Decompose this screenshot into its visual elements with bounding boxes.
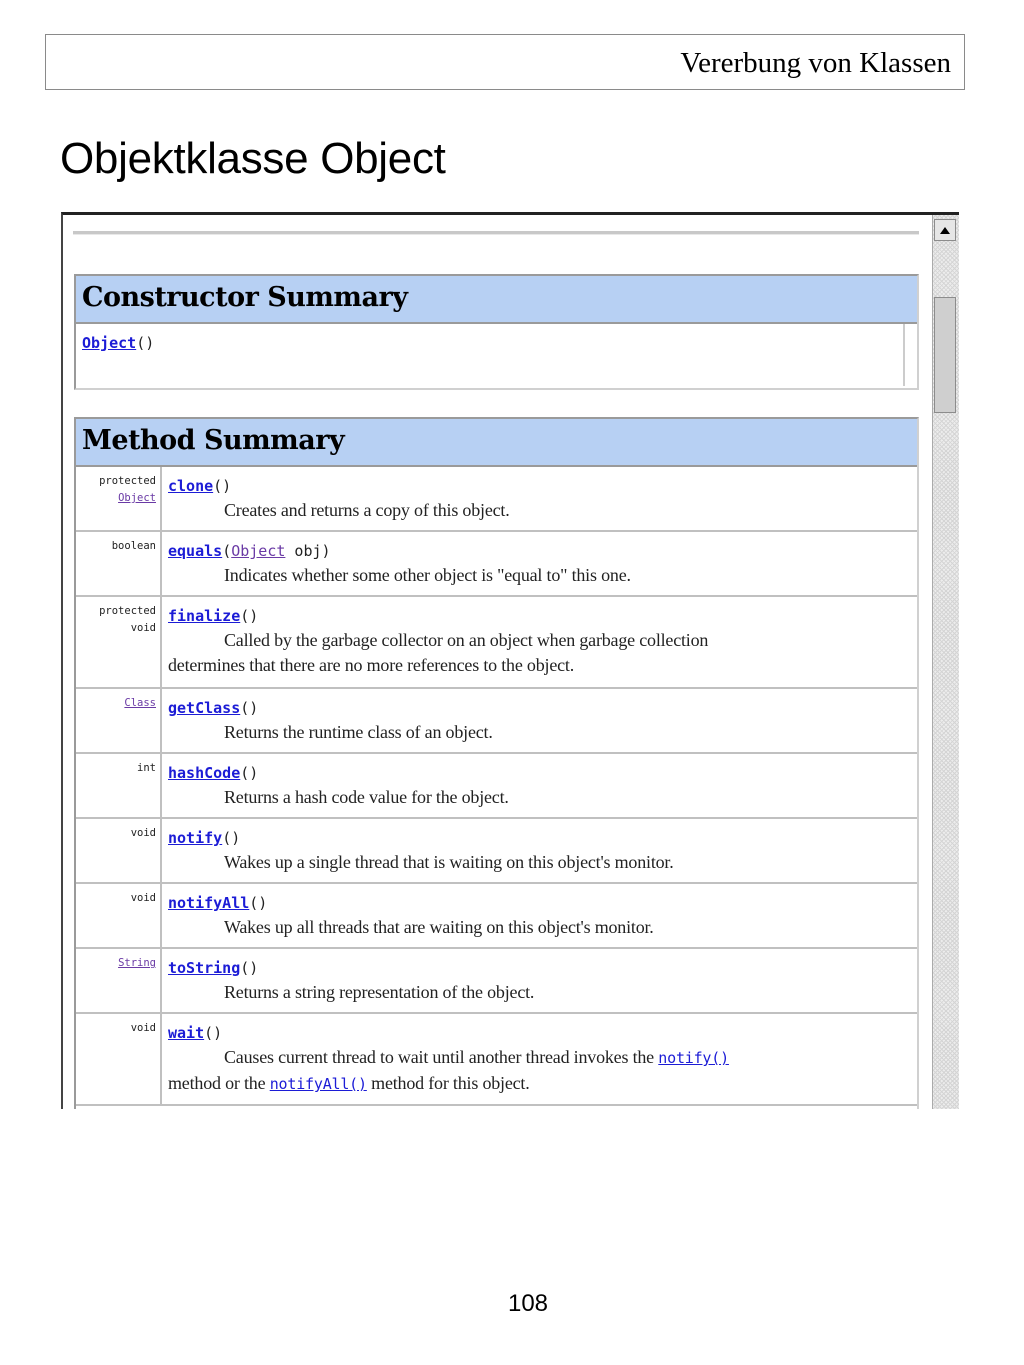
method-description: Returns a hash code value for the object.: [224, 787, 509, 807]
method-params: (): [240, 699, 259, 717]
method-link-tostring[interactable]: toString: [168, 959, 241, 977]
signature-cell: [162, 1014, 917, 1104]
modifier-cell: [76, 689, 162, 752]
signature-cell: [162, 949, 917, 1012]
method-description: Returns the runtime class of an object.: [224, 722, 493, 742]
method-params: (): [240, 959, 259, 977]
method-summary-heading: Method Summary: [76, 419, 917, 467]
notify-inline-link[interactable]: notify(): [658, 1049, 729, 1067]
signature-cell: [162, 467, 917, 530]
constructor-row: [76, 324, 905, 386]
method-link-equals[interactable]: equals: [168, 542, 223, 560]
modifier-cell: [76, 597, 162, 687]
method-link-wait[interactable]: wait: [168, 1024, 205, 1042]
method-description-cont: [168, 1071, 911, 1097]
method-row-clone: [76, 467, 917, 532]
header-box: [45, 34, 965, 90]
constructor-params: (): [136, 334, 155, 352]
method-row-notify: [76, 819, 917, 884]
method-description-cont-b: method for this object.: [371, 1073, 530, 1093]
header-title: Vererbung von Klassen: [680, 47, 951, 79]
signature-cell: [162, 532, 917, 595]
scroll-thumb[interactable]: [934, 297, 956, 413]
method-description: Called by the garbage collector on an object when garbage collection: [224, 630, 709, 650]
method-link-hashcode[interactable]: hashCode: [168, 764, 241, 782]
return-type-text: boolean: [111, 540, 156, 552]
signature-cell: [162, 819, 917, 882]
return-type-link[interactable]: String: [118, 957, 156, 969]
method-description-text: Causes current thread to wait until another thread invokes the: [224, 1047, 654, 1067]
method-row-equals: [76, 532, 917, 597]
slide-title: Objektklasse Object: [60, 134, 446, 183]
method-params: (): [249, 894, 268, 912]
vertical-scrollbar[interactable]: [932, 215, 959, 1109]
method-link-notify[interactable]: notify: [168, 829, 223, 847]
method-summary-table: [74, 417, 919, 1109]
signature-cell: [162, 689, 917, 752]
return-type-link[interactable]: Class: [124, 697, 156, 709]
signature-cell: [162, 884, 917, 947]
method-params: (): [240, 607, 259, 625]
method-params: (): [240, 764, 259, 782]
notifyall-inline-link[interactable]: notifyAll(): [269, 1075, 367, 1093]
param-type-link[interactable]: Object: [231, 542, 286, 560]
return-type-text: void: [130, 892, 156, 904]
modifier-cell: [76, 532, 162, 595]
constructor-summary-heading: Constructor Summary: [76, 276, 917, 324]
param-open: (: [222, 542, 232, 560]
horizontal-rule: [73, 231, 919, 235]
method-description: Returns a string representation of the object.: [224, 982, 535, 1002]
method-description: Wakes up all threads that are waiting on this object's monitor.: [224, 917, 654, 937]
modifier-cell: [76, 884, 162, 947]
method-description-cont-a: method or the: [168, 1073, 266, 1093]
scroll-up-button[interactable]: [934, 219, 956, 241]
return-type-text: void: [130, 827, 156, 839]
method-description: Indicates whether some other object is "equal to" this one.: [224, 565, 631, 585]
method-link-notifyall[interactable]: notifyAll: [168, 894, 250, 912]
signature-cell: [162, 754, 917, 817]
method-row-getclass: [76, 689, 917, 754]
method-row-tostring: [76, 949, 917, 1014]
method-params: (): [213, 477, 232, 495]
method-row-notifyall: [76, 884, 917, 949]
method-params: (): [222, 829, 241, 847]
constructor-summary-table: [74, 274, 919, 390]
method-row-wait: [76, 1014, 917, 1106]
return-type-text: void: [130, 622, 156, 634]
method-description: Wakes up a single thread that is waiting on this object's monitor.: [224, 852, 674, 872]
method-description: Creates and returns a copy of this object.: [224, 500, 510, 520]
modifier-text: protected: [99, 605, 156, 617]
method-link-getclass[interactable]: getClass: [168, 699, 241, 717]
modifier-cell: [76, 754, 162, 817]
method-description: [168, 1045, 911, 1071]
constructor-link[interactable]: Object: [82, 334, 137, 352]
javadoc-screenshot: [61, 212, 959, 1109]
modifier-cell: [76, 1014, 162, 1104]
return-type-text: int: [137, 762, 156, 774]
method-params: (): [204, 1024, 223, 1042]
method-link-clone[interactable]: clone: [168, 477, 214, 495]
modifier-text: protected: [99, 475, 156, 487]
method-row-hashcode: [76, 754, 917, 819]
modifier-cell: [76, 819, 162, 882]
modifier-cell: [76, 467, 162, 530]
signature-cell: [162, 597, 917, 687]
triangle-up-icon: [940, 227, 950, 234]
method-description-cont: determines that there are no more references to the object.: [168, 655, 574, 675]
method-row-finalize: [76, 597, 917, 689]
param-rest: obj): [285, 542, 331, 560]
modifier-cell: [76, 949, 162, 1012]
return-type-link[interactable]: Object: [118, 492, 156, 504]
return-type-text: void: [130, 1022, 156, 1034]
page-number: 108: [507, 1290, 549, 1317]
method-link-finalize[interactable]: finalize: [168, 607, 241, 625]
